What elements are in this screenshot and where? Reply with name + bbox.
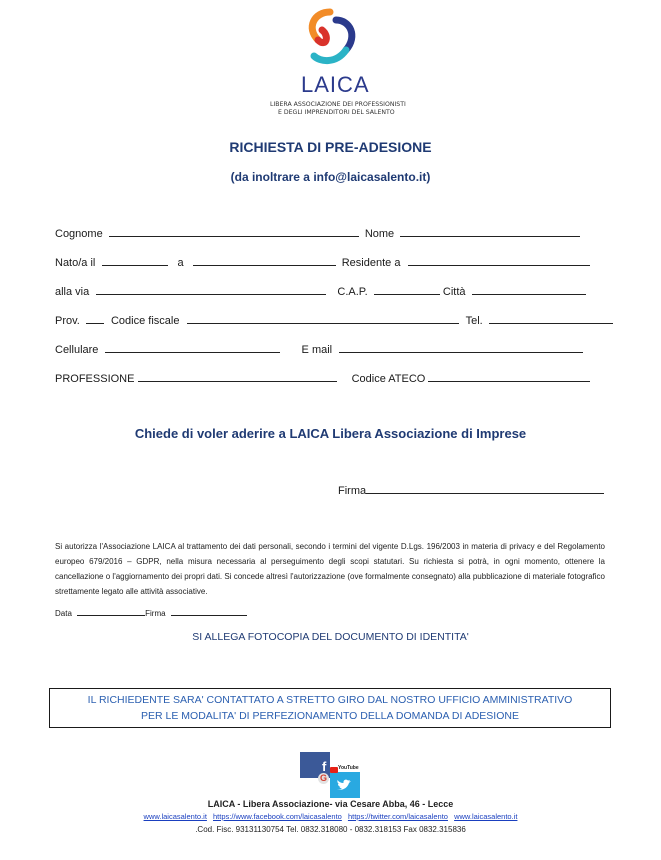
google-plus-icon[interactable]: G <box>319 773 327 783</box>
form-row-cognome <box>55 225 580 241</box>
cellulare-field[interactable] <box>105 341 280 353</box>
notice-line2: PER LE MODALITA' DI PERFEZIONAMENTO DELLA DOMANDA DI ADESIONE <box>141 710 519 722</box>
codice-fiscale-label: Codice fiscale <box>110 315 180 327</box>
allega-documento-text: SI ALLEGA FOTOCOPIA DEL DOCUMENTO DI IDENTITA' <box>192 631 469 643</box>
cellulare-label: Cellulare <box>55 344 99 356</box>
footer-link-facebook[interactable]: https://www.facebook.com/laicasalento <box>213 812 342 821</box>
facebook-f-glyph-icon: f <box>322 759 327 774</box>
footer-fiscal-info: .Cod. Fisc. 93131130754 Tel. 0832.318080 - 0832.318153 Fax 0832.315836 <box>195 825 466 834</box>
page-title: RICHIESTA DI PRE-ADESIONE <box>229 139 432 155</box>
citta-label: Città <box>442 286 466 298</box>
youtube-label: YouTube <box>338 765 359 771</box>
form-row-prov <box>55 312 613 328</box>
form-row-contatti <box>55 341 583 357</box>
cognome-field[interactable] <box>109 225 359 237</box>
firma-small-field[interactable] <box>171 607 247 616</box>
firma-field[interactable] <box>366 482 604 494</box>
youtube-icon[interactable] <box>330 767 338 773</box>
privacy-consent-text: Si autorizza l'Associazione LAICA al trattamento dei dati personali, secondo i termini del vigente D.Lgs. 196/2003 in materia di privacy e del Regolamento europeo 679/2016 – GDPR, nella misura necessaria al perseguimento degli scopi statutari. Su richiesta si potrà, in ogni momento, ottenere la cancellazione o l'aggiornamento dei propri dati. Si concede altresì l'autorizzazione (ove formalmente consegnato) alla pubblicazione di materiale fotografico strettamente legato alle attività associative. <box>55 542 605 596</box>
laica-logo-icon <box>300 6 362 70</box>
luogo-nascita-field[interactable] <box>193 254 336 266</box>
form-row-professione <box>55 370 590 386</box>
data-label: Data <box>55 609 72 618</box>
prov-field[interactable] <box>86 312 104 324</box>
professione-field[interactable] <box>138 370 337 382</box>
logo-subtitle-line2: E DEGLI IMPRENDITORI DEL SALENTO <box>278 109 395 116</box>
richiesta-statement: Chiede di voler aderire a LAICA Libera Associazione di Imprese <box>134 426 527 441</box>
firma-small-label: Firma <box>145 609 166 618</box>
twitter-bird-icon <box>336 778 352 792</box>
firma-label: Firma <box>338 485 367 497</box>
cap-label: C.A.P. <box>337 286 368 298</box>
residente-field[interactable] <box>408 254 590 266</box>
footer-link-website[interactable]: www.laicasalento.it <box>143 812 207 821</box>
form-row-nascita <box>55 254 590 270</box>
cap-field[interactable] <box>374 283 440 295</box>
notice-line1: IL RICHIEDENTE SARA' CONTATTATO A STRETTO GIRO DAL NOSTRO UFFICIO AMMINISTRATIVO <box>87 694 573 706</box>
cognome-label: Cognome <box>55 228 103 240</box>
footer-links <box>0 812 661 821</box>
footer-link-website-2[interactable]: www.laicasalento.it <box>454 812 518 821</box>
logo-subtitle-line1: LIBERA ASSOCIAZIONE DEI PROFESSIONISTI <box>270 101 406 108</box>
email-field[interactable] <box>339 341 583 353</box>
via-label: alla via <box>55 286 90 298</box>
nome-label: Nome <box>364 228 395 240</box>
citta-field[interactable] <box>472 283 586 295</box>
ateco-label: Codice ATECO <box>351 373 426 385</box>
footer-link-twitter[interactable]: https://twitter.com/laicasalento <box>347 812 448 821</box>
tel-label: Tel. <box>465 315 483 327</box>
email-label: E mail <box>301 344 333 356</box>
codice-fiscale-field[interactable] <box>187 312 459 324</box>
page-subtitle: (da inoltrare a info@laicasalento.it) <box>230 170 431 184</box>
prov-label: Prov. <box>55 315 80 327</box>
tel-field[interactable] <box>489 312 613 324</box>
form-row-indirizzo <box>55 283 586 299</box>
data-field[interactable] <box>77 607 145 616</box>
residente-label: Residente a <box>341 257 401 269</box>
logo-subtitle <box>270 101 406 117</box>
nato-date-field[interactable] <box>102 254 168 266</box>
footer-address: LAICA - Libera Associazione- via Cesare Abba, 46 - Lecce <box>207 799 454 809</box>
a-label: a <box>177 257 184 269</box>
nome-field[interactable] <box>400 225 580 237</box>
data-firma-row <box>55 607 247 618</box>
via-field[interactable] <box>96 283 326 295</box>
social-icons <box>300 752 362 798</box>
ateco-field[interactable] <box>428 370 590 382</box>
contact-notice-box <box>49 688 611 728</box>
nato-label: Nato/a il <box>55 257 96 269</box>
logo-text: LAICA <box>301 72 370 97</box>
firma-row <box>338 482 604 497</box>
professione-label: PROFESSIONE <box>55 373 135 385</box>
